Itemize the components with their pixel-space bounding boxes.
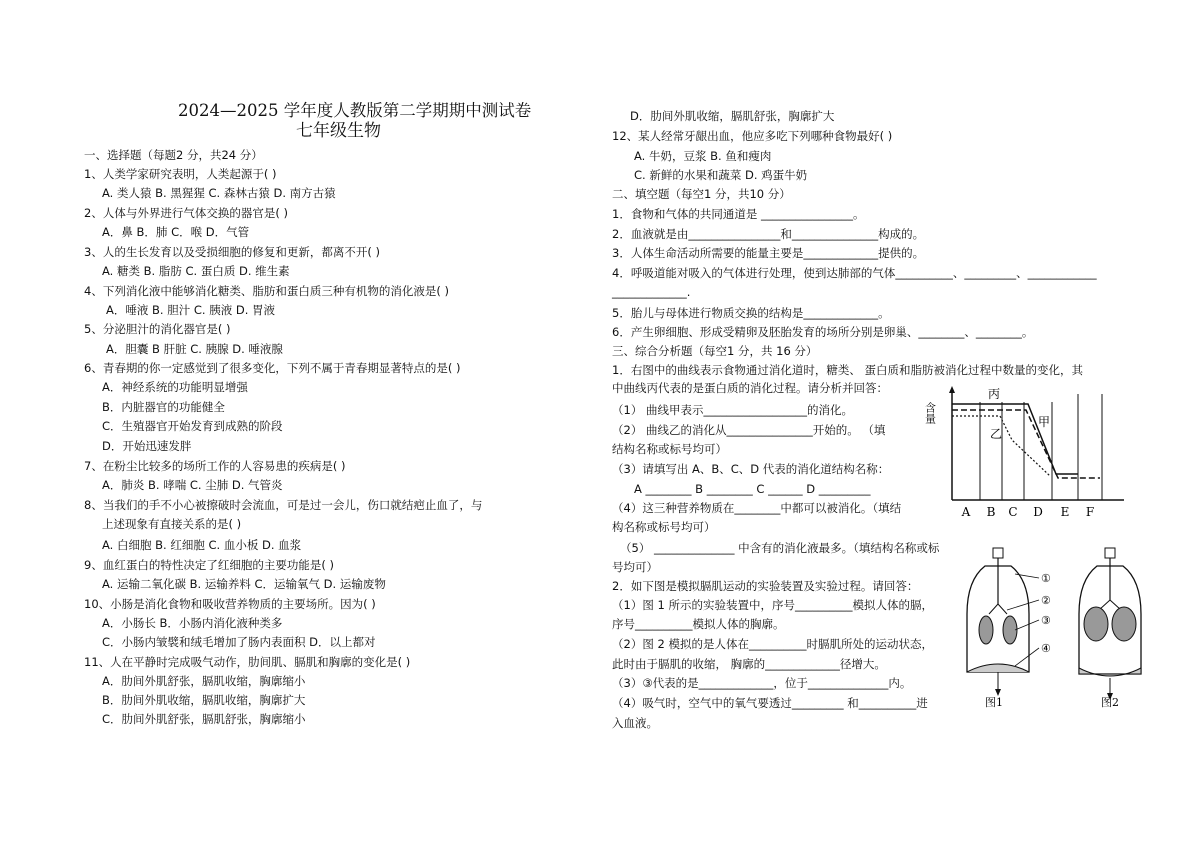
option-line: A．神经系统的功能明显增强 bbox=[102, 380, 248, 394]
question-line: 构名称或标号均可） bbox=[612, 520, 716, 534]
question-line: 4．呼吸道能对吸入的气体进行处理，使到达肺部的气体__________、_________、____________ bbox=[612, 266, 1097, 280]
option-line: A．鼻 B．肺 C．喉 D．气管 bbox=[102, 225, 250, 239]
question-line: 12、某人经常牙龈出血，他应多吃下列哪种食物最好( ) bbox=[612, 129, 893, 143]
question-line: 此时由于膈肌的收缩， 胸廓的_____________径增大。 bbox=[612, 657, 886, 671]
option-line: A．小肠长 B．小肠内消化液种类多 bbox=[102, 616, 283, 630]
question-line: _____________. bbox=[612, 285, 691, 299]
option-line: C．肋间外肌舒张，膈肌舒张，胸廓缩小 bbox=[102, 712, 306, 726]
question-line: （3）请填写出 A、B、C、D 代表的消化道结构名称： bbox=[612, 462, 890, 476]
question-line: 2．如下图是模拟膈肌运动的实验装置及实验过程。请回答： bbox=[612, 579, 919, 593]
curve-label-yi: 乙 bbox=[990, 427, 1003, 441]
curve-label-jia: 甲 bbox=[1038, 415, 1051, 429]
option-line: A. 糖类 B. 脂肪 C. 蛋白质 D. 维生素 bbox=[102, 264, 290, 278]
question-line: 10、小肠是消化食物和吸收营养物质的主要场所。因为( ) bbox=[84, 597, 376, 611]
question-line: 号均可） bbox=[612, 560, 658, 574]
y-axis-label: 含量 bbox=[923, 402, 937, 424]
question-line: （2）图 2 模拟的是人体在__________时膈肌所处的运动状态， bbox=[612, 637, 933, 651]
x-label-d: D bbox=[1033, 505, 1043, 519]
question-line: 2．血液就是由________________和_______________构成的。 bbox=[612, 227, 925, 241]
question-line: 5、分泌胆汁的消化器官是( ) bbox=[84, 322, 231, 336]
option-line: A. 运输二氧化碳 B. 运输养料 C．运输氧气 D. 运输废物 bbox=[102, 577, 386, 591]
option-line: A. 白细胞 B. 红细胞 C. 血小板 D. 血浆 bbox=[102, 538, 302, 552]
bell-jar-2 bbox=[1079, 548, 1141, 700]
question-line: （1）图 1 所示的实验装置中，序号__________模拟人体的膈， bbox=[612, 598, 933, 612]
option-line: B．内脏器官的功能健全 bbox=[102, 400, 225, 414]
question-line: 4、下列消化液中能够消化糖类、脂肪和蛋白质三种有机物的消化液是( ) bbox=[84, 284, 449, 298]
question-line: 1．食物和气体的共同通道是 ________________。 bbox=[612, 207, 865, 221]
marker-4: ④ bbox=[1041, 642, 1051, 655]
question-line: 8、当我们的手不小心被擦破时会流血，可是过一会儿，伤口就结疤止血了，与 bbox=[84, 498, 483, 512]
option-line: B．肋间外肌收缩，膈肌收缩，胸廓扩大 bbox=[102, 693, 306, 707]
marker-1: ① bbox=[1041, 572, 1051, 585]
x-label-e: E bbox=[1060, 505, 1070, 519]
x-label-a: A bbox=[961, 505, 971, 519]
caption-fig2: 图2 bbox=[1101, 696, 1119, 709]
question-line: 1、人类学家研究表明，人类起源于( ) bbox=[84, 167, 277, 181]
x-label-c: C bbox=[1008, 505, 1018, 519]
section-heading-fill: 二、填空题（每空1 分，共10 分） bbox=[612, 187, 791, 201]
option-line: A．唾液 B. 胆汁 C. 胰液 D. 胃液 bbox=[106, 303, 276, 317]
question-line: （4）这三种营养物质在________中都可以被消化。（填结 bbox=[612, 501, 902, 515]
bell-jar-1 bbox=[967, 548, 1039, 696]
exam-subtitle: 七年级生物 bbox=[296, 121, 381, 141]
option-line: C．小肠内皱襞和绒毛增加了肠内表面积 D．以上都对 bbox=[102, 635, 376, 649]
question-line: 6、青春期的你一定感觉到了很多变化，下列不属于青春期显著特点的是( ) bbox=[84, 361, 461, 375]
question-line: 6．产生卵细胞、形成受精卵及胚胎发育的场所分别是卵巢、________、________。 bbox=[612, 325, 1034, 339]
exam-title: 2024—2025 学年度人教版第二学期期中测试卷 bbox=[178, 101, 532, 120]
question-line: （3）③代表的是_____________，位于______________内。 bbox=[612, 676, 912, 690]
question-line: 2、人体与外界进行气体交换的器官是( ) bbox=[84, 206, 288, 220]
question-line: （1） 曲线甲表示__________________的消化。 bbox=[612, 403, 853, 417]
question-line: 11、人在平静时完成吸气动作，肋间肌、膈肌和胸廓的变化是( ) bbox=[84, 655, 411, 669]
question-line: 上述现象有直接关系的是( ) bbox=[102, 517, 242, 531]
option-line: A．肺炎 B. 哮喘 C. 尘肺 D. 气管炎 bbox=[102, 478, 283, 492]
question-line: 5．胎儿与母体进行物质交换的结构是_____________。 bbox=[612, 306, 890, 320]
option-line: A．胆囊 B 肝脏 C. 胰腺 D. 唾液腺 bbox=[106, 342, 283, 356]
question-line: （2） 曲线乙的消化从_______________开始的。 （填 bbox=[612, 423, 886, 437]
question-line: 3、人的生长发育以及受损细胞的修复和更新，都离不开( ) bbox=[84, 245, 380, 259]
option-line: A. 类人猿 B. 黑猩猩 C. 森林古猿 D. 南方古猿 bbox=[102, 186, 336, 200]
option-line: C．生殖器官开始发育到成熟的阶段 bbox=[102, 419, 283, 433]
x-label-b: B bbox=[986, 505, 996, 519]
option-line: D．开始迅速发胖 bbox=[102, 439, 192, 453]
question-line: 7、在粉尘比较多的场所工作的人容易患的疾病是( ) bbox=[84, 459, 346, 473]
marker-2: ② bbox=[1041, 594, 1051, 607]
question-line: （5） ______________ 中含有的消化液最多。（填结构名称或标 bbox=[620, 541, 940, 555]
question-line: 序号__________模拟人体的胸廓。 bbox=[612, 617, 785, 631]
question-line: 结构名称或标号均可） bbox=[612, 442, 727, 456]
question-line: 入血液。 bbox=[612, 716, 658, 730]
option-line: A. 牛奶，豆浆 B. 鱼和瘦肉 bbox=[634, 149, 772, 163]
caption-fig1: 图1 bbox=[985, 696, 1003, 709]
curve-label-bing: 丙 bbox=[988, 387, 1001, 401]
digestion-curve-figure bbox=[923, 380, 1128, 520]
option-line: D．肋间外肌收缩，膈肌舒张，胸廓扩大 bbox=[630, 109, 835, 123]
diaphragm-model-figure bbox=[955, 544, 1160, 709]
question-line: 3．人体生命活动所需要的能量主要是_____________提供的。 bbox=[612, 246, 925, 260]
section-heading-choice: 一、选择题（每题2 分，共24 分） bbox=[84, 148, 263, 162]
question-line: A ________ B ________ C ______ D _________ bbox=[634, 482, 871, 496]
question-line: （4）吸气时，空气中的氧气要透过_________ 和__________进 bbox=[612, 696, 928, 710]
question-line: 9、血红蛋白的特性决定了红细胞的主要功能是( ) bbox=[84, 558, 334, 572]
x-label-f: F bbox=[1085, 505, 1095, 519]
option-line: A．肋间外肌舒张，膈肌收缩，胸廓缩小 bbox=[102, 674, 306, 688]
marker-3: ③ bbox=[1041, 614, 1051, 627]
question-line: 中曲线丙代表的是蛋白质的消化过程。请分析并回答： bbox=[612, 381, 888, 395]
question-line: 1．右图中的曲线表示食物通过消化道时，糖类、 蛋白质和脂肪被消化过程中数量的变化，其 bbox=[612, 363, 1083, 377]
section-heading-analysis: 三、综合分析题（每空1 分，共 16 分） bbox=[612, 344, 818, 358]
option-line: C. 新鲜的水果和蔬菜 D. 鸡蛋牛奶 bbox=[634, 168, 808, 182]
